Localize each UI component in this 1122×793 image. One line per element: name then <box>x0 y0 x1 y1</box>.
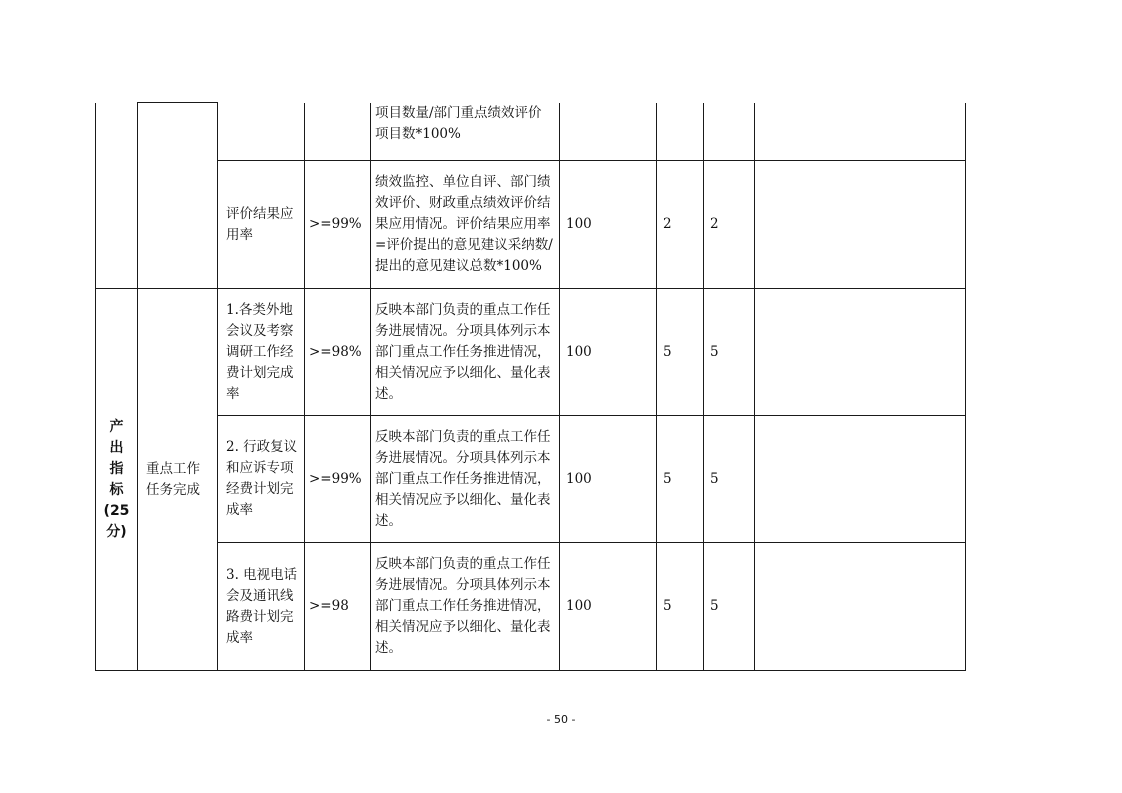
score-cell: 5 <box>704 416 755 543</box>
remark-cell <box>755 161 966 289</box>
table-row <box>96 543 966 671</box>
weight-cell: 5 <box>657 543 704 671</box>
indicator-cell: 1.各类外地会议及考察调研工作经费计划完成率 <box>218 289 305 416</box>
full-value-cell: 100 <box>560 161 657 289</box>
target-cell: >=98 <box>305 543 371 671</box>
weight-cell: 5 <box>657 416 704 543</box>
description-cell: 反映本部门负责的重点工作任务进展情况。分项具体列示本部门重点工作任务推进情况，相关情况应予以细化、量化表述。 <box>371 543 560 671</box>
full-value-cell: 100 <box>560 289 657 416</box>
score-cell: 5 <box>704 289 755 416</box>
indicator-cell: 3. 电视电话会及通讯线路费计划完成率 <box>218 543 305 671</box>
description-cell: 绩效监控、单位自评、部门绩效评价、财政重点绩效评价结果应用情况。评价结果应用率=评价提出的意见建议采纳数/提出的意见建议总数*100% <box>371 161 560 289</box>
target-cell: >=98% <box>305 289 371 416</box>
indicator-table <box>95 102 966 671</box>
table-row <box>96 161 966 289</box>
target-cell <box>305 103 371 161</box>
remark-cell <box>755 416 966 543</box>
level1-line: 出 <box>109 439 124 456</box>
target-cell: >=99% <box>305 161 371 289</box>
level1-cell-empty <box>96 103 138 289</box>
weight-cell <box>657 103 704 161</box>
score-cell <box>704 103 755 161</box>
table-row-partial <box>96 103 966 161</box>
remark-cell <box>755 103 966 161</box>
description-cell: 项目数量/部门重点绩效评价项目数*100% <box>371 103 560 161</box>
level1-indicator-cell <box>96 289 138 671</box>
indicator-cell: 2. 行政复议和应诉专项经费计划完成率 <box>218 416 305 543</box>
weight-cell: 5 <box>657 289 704 416</box>
target-cell: >=99% <box>305 416 371 543</box>
weight-cell: 2 <box>657 161 704 289</box>
table-row <box>96 289 966 416</box>
description-cell: 反映本部门负责的重点工作任务进展情况。分项具体列示本部门重点工作任务推进情况，相关情况应予以细化、量化表述。 <box>371 289 560 416</box>
level1-line: 分) <box>106 523 127 540</box>
table-row <box>96 416 966 543</box>
level2-cell-empty <box>138 103 218 289</box>
level1-line: 标 <box>109 481 124 498</box>
level1-line: 产 <box>109 418 124 435</box>
remark-cell <box>755 543 966 671</box>
indicator-cell: 评价结果应用率 <box>218 161 305 289</box>
indicator-cell <box>218 103 305 161</box>
score-cell: 2 <box>704 161 755 289</box>
full-value-cell: 100 <box>560 543 657 671</box>
level1-line: 指 <box>109 460 124 477</box>
full-value-cell: 100 <box>560 416 657 543</box>
full-value-cell <box>560 103 657 161</box>
page-number: - 50 - <box>546 713 576 726</box>
level1-line: (25 <box>103 502 130 519</box>
level2-indicator-cell: 重点工作任务完成 <box>138 289 218 671</box>
remark-cell <box>755 289 966 416</box>
description-cell: 反映本部门负责的重点工作任务进展情况。分项具体列示本部门重点工作任务推进情况，相关情况应予以细化、量化表述。 <box>371 416 560 543</box>
score-cell: 5 <box>704 543 755 671</box>
